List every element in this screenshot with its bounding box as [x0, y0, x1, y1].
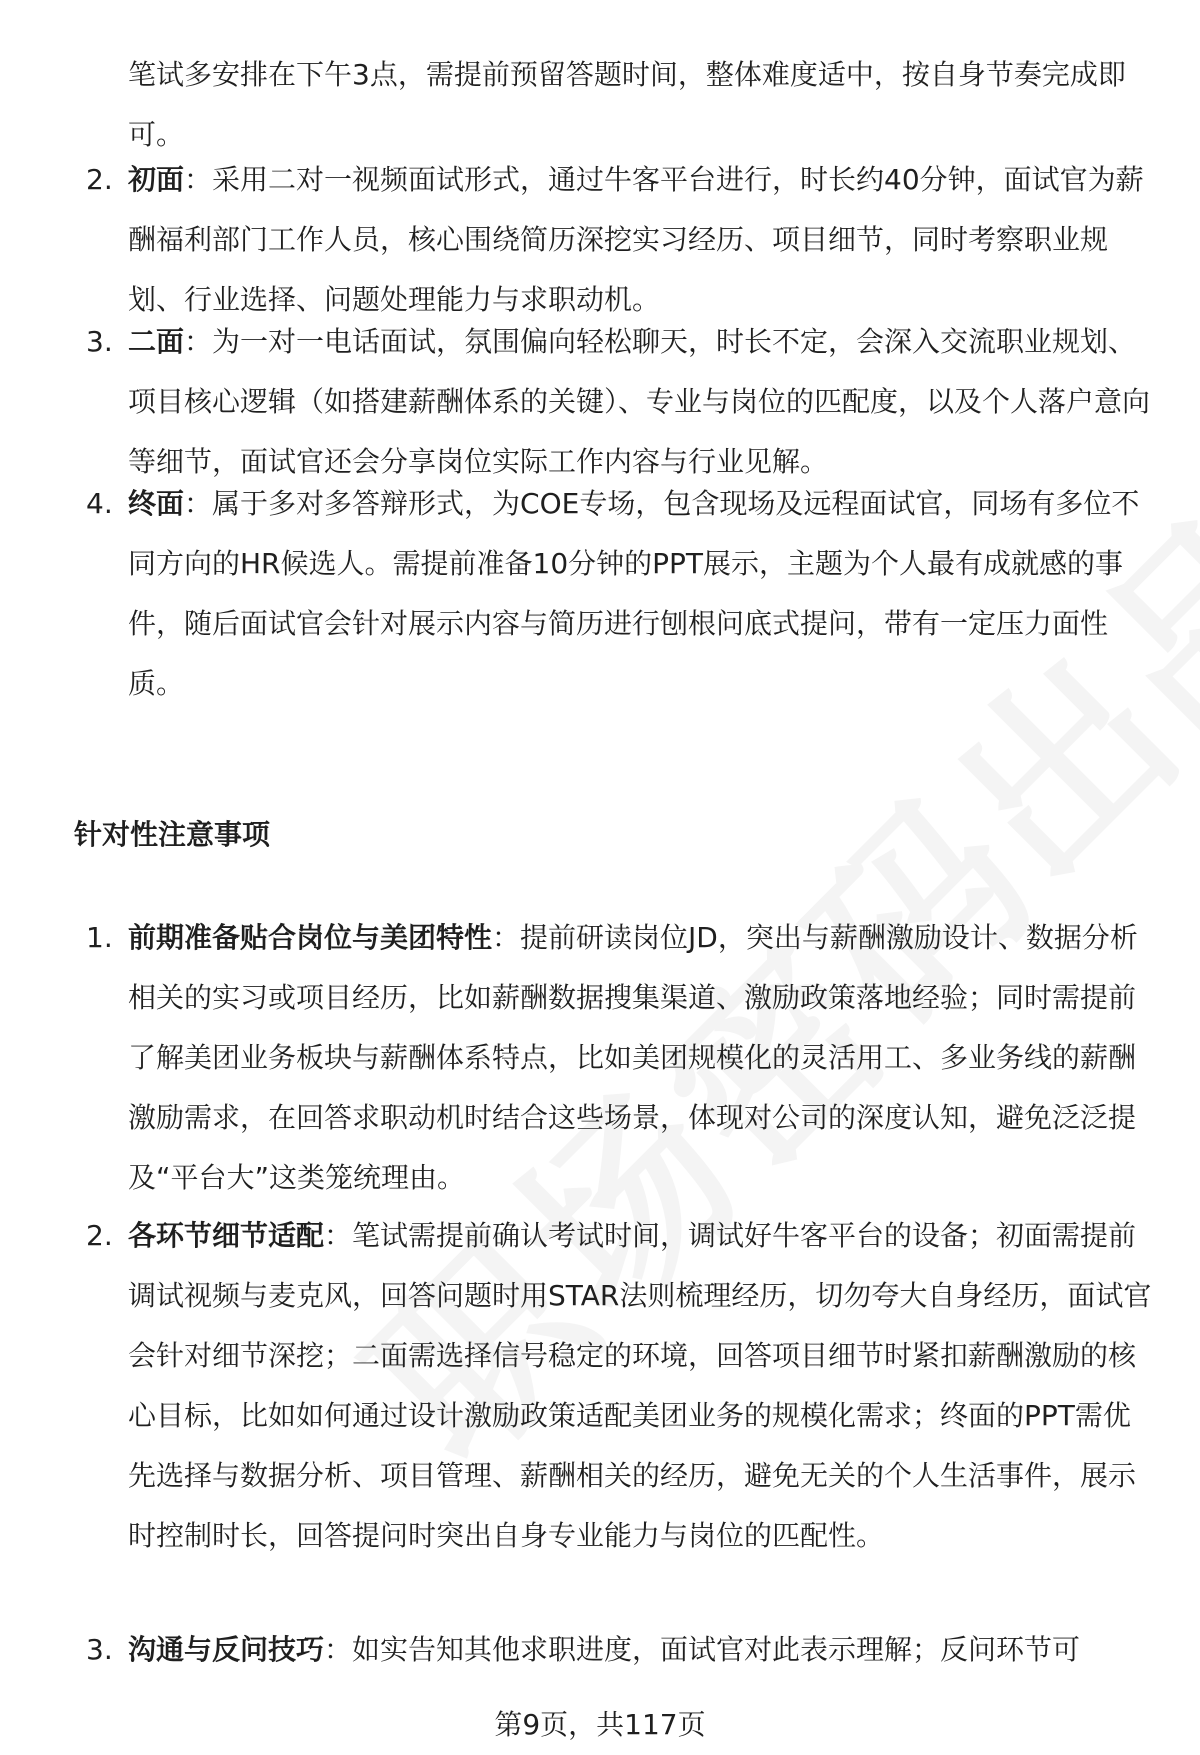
list-item-body [128, 908, 1158, 1208]
section-title: 针对性注意事项 [74, 818, 271, 851]
list-item-body [128, 150, 1158, 330]
list-item-text: 如实告知其他求职进度，面试官对此表示理解；反问环节可 [352, 1633, 1081, 1666]
list-item-title: 沟通与反问技巧 [128, 1633, 325, 1666]
list-item-separator: ： [184, 325, 213, 358]
list-item-separator: ： [324, 1219, 353, 1252]
list-item-title: 二面 [128, 325, 185, 358]
list-item-text: 提前研读岗位JD，突出与薪酬激励设计、数据分析相关的实习或项目经历，比如薪酬数据搜集渠道、激励政策落地经验；同时需提前了解美团业务板块与薪酬体系特点，比如美团规模化的灵活用工、多业务线的薪酬激励需求，在回答求职动机时结合这些场景，体现对公司的深度认知，避免泛泛提及“平台大”这类笼统理由。 [128, 921, 1138, 1194]
list-item-body [128, 474, 1158, 714]
intro-paragraph: 笔试多安排在下午3点，需提前预留答题时间，整体难度适中，按自身节奏完成即可。 [128, 58, 1126, 151]
list-number: 2. [86, 1219, 113, 1252]
list-number: 1. [86, 921, 113, 954]
list-item-separator: ： [492, 921, 521, 954]
list-item-title: 前期准备贴合岗位与美团特性 [128, 921, 493, 954]
list-item-text: 采用二对一视频面试形式，通过牛客平台进行，时长约40分钟，面试官为薪酬福利部门工作人员，核心围绕简历深挖实习经历、项目细节，同时考察职业规划、行业选择、问题处理能力与求职动机。 [128, 163, 1144, 316]
list-number: 3. [86, 1633, 113, 1666]
list-item-body [128, 312, 1158, 492]
list-number: 2. [86, 163, 113, 196]
list-item-body [128, 1206, 1158, 1566]
page-footer: 第9页，共117页 [494, 1708, 706, 1741]
list-item-separator: ： [184, 487, 213, 520]
list-number: 3. [86, 325, 113, 358]
list-item-body [128, 1620, 1158, 1680]
list-number: 4. [86, 487, 113, 520]
list-item-text: 为一对一电话面试，氛围偏向轻松聊天，时长不定，会深入交流职业规划、项目核心逻辑（如搭建薪酬体系的关键）、专业与岗位的匹配度，以及个人落户意向等细节，面试官还会分享岗位实际工作内容与行业见解。 [128, 325, 1151, 478]
list-item-title: 终面 [128, 487, 185, 520]
list-item-text: 笔试需提前确认考试时间，调试好牛客平台的设备；初面需提前调试视频与麦克风，回答问题时用STAR法则梳理经历，切勿夸大自身经历，面试官会针对细节深挖；二面需选择信号稳定的环境，回答项目细节时紧扣薪酬激励的核心目标，比如如何通过设计激励政策适配美团业务的规模化需求；终面的PPT需优先选择与数据分析、项目管理、薪酬相关的经历，避免无关的个人生活事件，展示时控制时长，回答提问时突出自身专业能力与岗位的匹配性。 [128, 1219, 1152, 1552]
list-item-separator: ： [324, 1633, 353, 1666]
list-item-title: 各环节细节适配 [128, 1219, 325, 1252]
list-item-text: 属于多对多答辩形式，为COE专场，包含现场及远程面试官，同场有多位不同方向的HR候选人。需提前准备10分钟的PPT展示，主题为个人最有成就感的事件，随后面试官会针对展示内容与简历进行刨根问底式提问，带有一定压力面性质。 [128, 487, 1140, 700]
list-item-separator: ： [184, 163, 213, 196]
list-item-title: 初面 [128, 163, 185, 196]
